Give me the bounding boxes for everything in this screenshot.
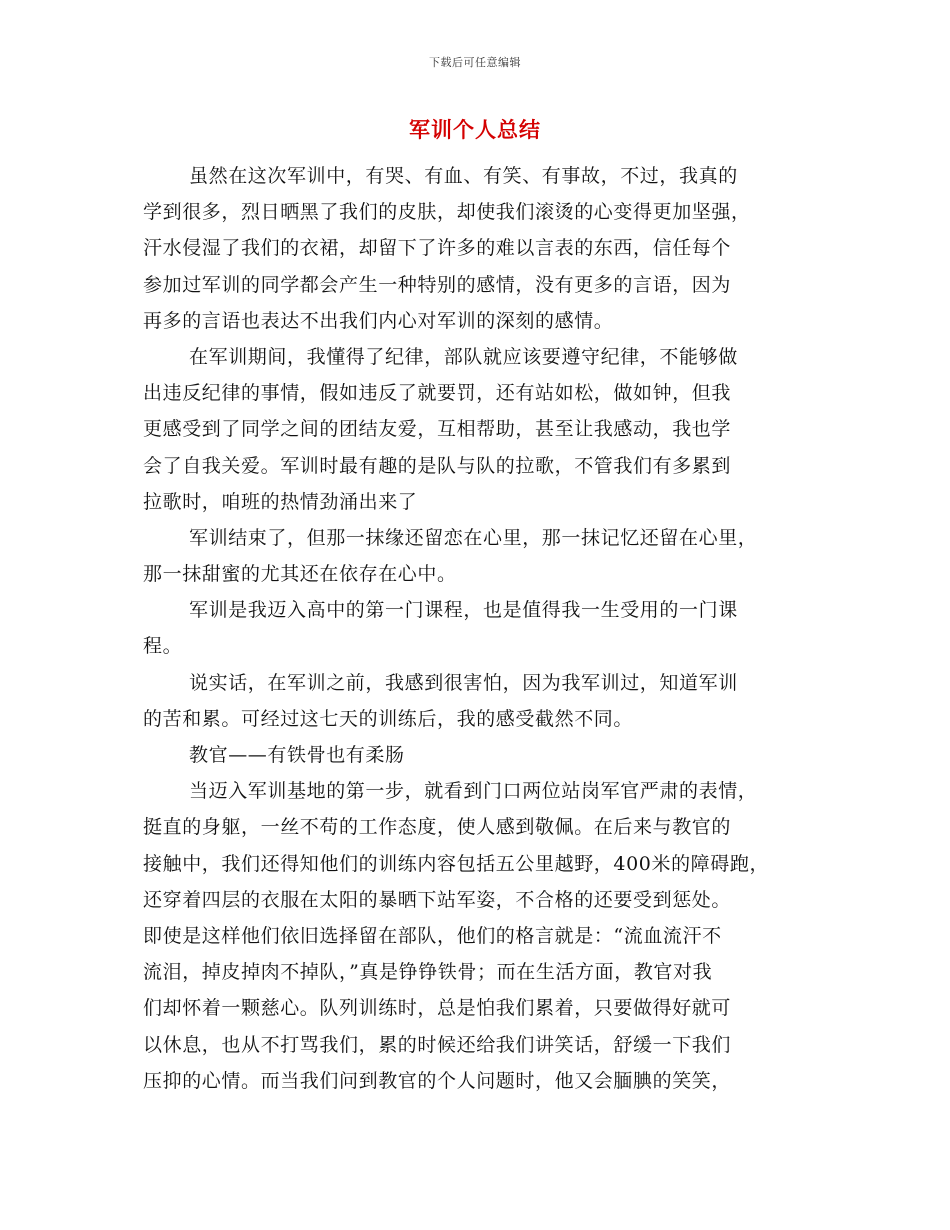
document-title: 军训个人总结 (409, 117, 541, 142)
paragraph-line: 还穿着四层的衣服在太阳的暴晒下站军姿，不合格的还要受到惩处。 (143, 888, 732, 911)
paragraph-line: 说实话，在军训之前，我感到很害怕，因为我军训过，知道军训 (189, 671, 738, 694)
paragraph-line: 军训是我迈入高中的第一门课程，也是值得我一生受用的一门课 (189, 599, 738, 622)
paragraph-line: 军训结束了，但那一抹缘还留恋在心里，那一抹记忆还留在心里， (189, 526, 758, 549)
document-body (143, 158, 823, 1099)
paragraph-line: 再多的言语也表达不出我们内心对军训的深刻的感情。 (143, 309, 614, 332)
paragraph-line: 会了自我关爱。军训时最有趣的是队与队的拉歌，不管我们有多累到 (143, 454, 732, 477)
paragraph-line: 压抑的心情。而当我们问到教官的个人问题时，他又会腼腆的笑笑， (143, 1069, 732, 1092)
paragraph-line: 程。 (143, 635, 183, 658)
paragraph-line: 的苦和累。可经过这七天的训练后，我的感受截然不同。 (143, 707, 634, 730)
paragraph-line: 当迈入军训基地的第一步，就看到门口两位站岗军官严肃的表情， (189, 780, 758, 803)
paragraph-line: 接触中，我们还得知他们的训练内容包括五公里越野，400米的障碍跑， (143, 852, 770, 875)
section-heading: 教官——有铁骨也有柔肠 (189, 744, 405, 766)
paragraph-line: 那一抹甜蜜的尤其还在依存在心中。 (143, 563, 457, 586)
paragraph-line: 拉歌时，咱班的热情劲涌出来了 (143, 490, 418, 513)
paragraph-line: 虽然在这次军训中，有哭、有血、有笑、有事故，不过，我真的 (189, 165, 738, 187)
paragraph-line: 即使是这样他们依旧选择留在部队，他们的格言就是：“流血流汗不 (143, 924, 722, 947)
paragraph-line: 流泪，掉皮掉肉不掉队，”真是铮铮铁骨；而在生活方面，教官对我 (143, 961, 713, 984)
paragraph-line: 参加过军训的同学都会产生一种特别的感情，没有更多的言语，因为 (143, 273, 732, 296)
paragraph-line: 们却怀着一颗慈心。队列训练时，总是怕我们累着，只要做得好就可 (143, 997, 732, 1020)
paragraph-line: 汗水侵湿了我们的衣裙，却留下了许多的难以言表的东西，信任每个 (143, 237, 732, 260)
page-header-note: 下载后可任意编辑 (429, 56, 521, 69)
paragraph-line: 出违反纪律的事情，假如违反了就要罚，还有站如松，做如钟，但我 (143, 382, 732, 405)
paragraph-line: 在军训期间，我懂得了纪律，部队就应该要遵守纪律，不能够做 (189, 345, 738, 368)
paragraph-line: 更感受到了同学之间的团结友爱，互相帮助，甚至让我感动，我也学 (143, 418, 732, 441)
paragraph-line: 挺直的身躯，一丝不苟的工作态度，使人感到敬佩。在后来与教官的 (143, 816, 732, 839)
paragraph-line: 学到很多，烈日晒黑了我们的皮肤，却使我们滚烫的心变得更加坚强， (143, 201, 751, 224)
paragraph-line: 以休息，也从不打骂我们，累的时候还给我们讲笑话，舒缓一下我们 (143, 1033, 732, 1056)
